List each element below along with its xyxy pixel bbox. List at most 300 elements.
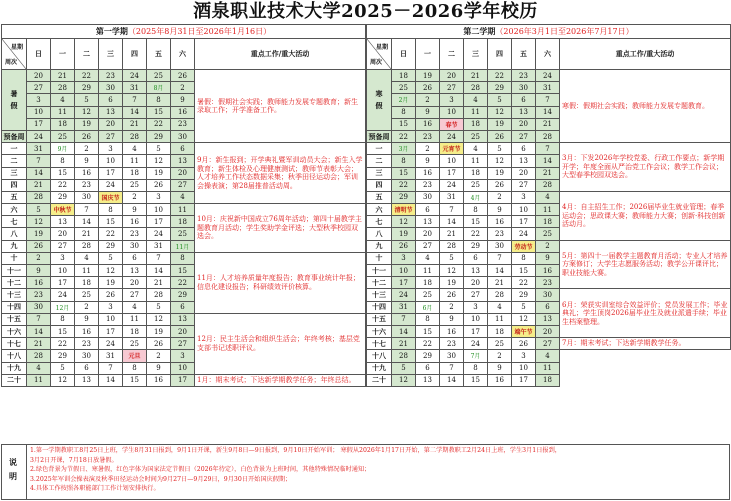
day-cell: 18: [536, 374, 560, 386]
day-cell: 9: [440, 313, 464, 325]
day-cell: 11: [123, 313, 147, 325]
day-cell: 28: [488, 289, 512, 301]
day-cell: 19: [75, 118, 99, 130]
day-cell: 22: [99, 228, 123, 240]
day-cell: 22: [51, 179, 75, 191]
day-cell: 16: [75, 167, 99, 179]
day-cell: 28: [27, 191, 51, 203]
day-cell: 31: [147, 240, 171, 252]
week-label: 十二: [2, 277, 27, 289]
day-cell: 24: [392, 289, 416, 301]
day-cell: 8: [51, 313, 75, 325]
day-cell: 12: [75, 106, 99, 118]
day-cell: 21: [392, 338, 416, 350]
day-cell: 3: [392, 252, 416, 264]
day-cell: 27: [512, 130, 536, 142]
day-cell: 27: [464, 289, 488, 301]
day-cell: 19: [147, 167, 171, 179]
day-cell: 9: [75, 313, 99, 325]
weekday-header: 日: [392, 39, 416, 70]
day-cell: 5: [75, 94, 99, 106]
day-cell: 8: [51, 155, 75, 167]
day-cell: 13: [416, 374, 440, 386]
day-cell: 6月: [416, 301, 440, 313]
day-cell: 9: [416, 106, 440, 118]
day-cell: 24: [123, 70, 147, 82]
day-cell: 16: [416, 118, 440, 130]
day-cell: 6: [416, 204, 440, 216]
day-cell: 23: [416, 179, 440, 191]
day-cell: 15: [416, 325, 440, 337]
semester-range: （2025年8月31日至2026年1月16日）: [127, 27, 272, 36]
day-cell: 16: [536, 265, 560, 277]
day-cell: 29: [171, 289, 195, 301]
day-cell: 4: [123, 143, 147, 155]
weekday-header: 一: [416, 39, 440, 70]
day-cell: 16: [440, 325, 464, 337]
weekday-header: 四: [123, 39, 147, 70]
day-cell: 3: [27, 94, 51, 106]
week-label: 十二: [367, 277, 392, 289]
week-label: 十七: [367, 338, 392, 350]
week-label: 十八: [2, 350, 27, 362]
day-cell: 17: [27, 118, 51, 130]
day-cell: 26: [171, 70, 195, 82]
day-cell: 3月: [392, 143, 416, 155]
day-cell: 11: [75, 265, 99, 277]
day-cell: 20: [99, 118, 123, 130]
day-cell: 18: [392, 70, 416, 82]
day-cell: 28: [440, 240, 464, 252]
semester-header: [2, 25, 366, 39]
day-cell: 18: [536, 216, 560, 228]
day-cell: 13: [512, 106, 536, 118]
day-cell: 6: [123, 252, 147, 264]
day-cell: 20: [464, 277, 488, 289]
day-cell: 4: [51, 94, 75, 106]
vacation-label: 寒 假: [367, 70, 392, 131]
day-cell: 10: [99, 313, 123, 325]
day-cell: 25: [171, 228, 195, 240]
day-cell: 8: [99, 204, 123, 216]
week-label: 一: [2, 143, 27, 155]
day-cell: 11: [27, 374, 51, 386]
day-cell: 30: [27, 301, 51, 313]
day-cell: 19: [416, 70, 440, 82]
day-cell: 13: [171, 155, 195, 167]
day-cell: 5: [392, 362, 416, 374]
day-cell: 10: [512, 204, 536, 216]
semester-header-row: [2, 25, 366, 39]
week-label: 六: [367, 204, 392, 216]
day-cell: 11: [171, 204, 195, 216]
day-cell: 23: [440, 338, 464, 350]
day-cell: 11: [536, 362, 560, 374]
day-cell: 24: [99, 179, 123, 191]
day-cell: 26: [488, 179, 512, 191]
day-cell: 2: [488, 350, 512, 362]
day-cell: 27: [440, 82, 464, 94]
day-cell: 18: [416, 277, 440, 289]
day-cell: 9: [147, 362, 171, 374]
day-cell: 7月: [464, 350, 488, 362]
note-item: 1.第一学期教职工8月25日上班，学生8月31日报到，9月1日开课，新生9月8日—9日报到，9月10日开始军训； 寒假从2026年1月17日开始，第二学期教职工2月24日上班，学生3月1日报到，: [30, 447, 561, 454]
day-cell: 11: [464, 155, 488, 167]
week-label: 十三: [2, 289, 27, 301]
day-cell: 18: [488, 325, 512, 337]
day-cell: 21: [123, 118, 147, 130]
day-cell: 20: [512, 167, 536, 179]
day-cell: 15: [147, 106, 171, 118]
day-cell: 14: [392, 325, 416, 337]
day-cell: 25: [75, 289, 99, 301]
day-cell: 11: [536, 204, 560, 216]
day-cell: 20: [171, 167, 195, 179]
weekday-header: 二: [75, 39, 99, 70]
day-cell: 22: [464, 228, 488, 240]
work-note: 6月：荣获实训室综合效益评价；党员发展工作；毕业典礼；学生顶岗2026届毕业生及就业派遣手续；毕业生档案整理。: [560, 289, 731, 338]
day-cell: 25: [536, 228, 560, 240]
day-cell: 2: [488, 191, 512, 203]
day-cell: 30: [488, 240, 512, 252]
day-cell: 4: [27, 362, 51, 374]
day-cell: 13: [51, 216, 75, 228]
day-cell: 12: [488, 106, 512, 118]
week-label: 十八: [367, 350, 392, 362]
day-cell: 18: [123, 325, 147, 337]
day-cell: 5: [51, 362, 75, 374]
day-cell: 12: [147, 155, 171, 167]
day-cell: 27: [99, 130, 123, 142]
semester-name: 第二学期: [463, 26, 496, 36]
day-cell: 8: [147, 94, 171, 106]
calendar-row: [367, 374, 731, 386]
day-cell: 22: [51, 338, 75, 350]
day-cell: 15: [392, 167, 416, 179]
day-cell: 15: [512, 265, 536, 277]
day-cell: 21: [440, 228, 464, 240]
corner-weekday-label: 星期: [10, 44, 23, 51]
prep-week-label: 预备周: [367, 130, 392, 142]
day-cell: 30: [123, 240, 147, 252]
day-cell: 20: [123, 277, 147, 289]
day-cell: 6: [416, 362, 440, 374]
day-cell: 2: [75, 143, 99, 155]
day-cell: 21: [147, 277, 171, 289]
day-cell: 15: [464, 374, 488, 386]
week-label: 二十: [2, 374, 27, 386]
day-cell: 28: [464, 82, 488, 94]
day-cell: 10: [440, 155, 464, 167]
day-cell: 中秋节: [51, 204, 75, 216]
calendar-row: [2, 313, 366, 325]
week-label: 八: [2, 228, 27, 240]
day-cell: 29: [51, 191, 75, 203]
day-cell: 12月: [51, 301, 75, 313]
day-cell: 10: [99, 155, 123, 167]
day-cell: 25: [464, 179, 488, 191]
corner-cell: [2, 39, 27, 70]
day-cell: 16: [27, 277, 51, 289]
day-cell: 6: [536, 301, 560, 313]
calendar-row: [2, 204, 366, 216]
day-cell: 27: [512, 179, 536, 191]
weekday-header: 四: [488, 39, 512, 70]
week-label: 二: [367, 155, 392, 167]
week-label: 三: [367, 167, 392, 179]
day-cell: 6: [75, 362, 99, 374]
day-cell: 21: [27, 179, 51, 191]
day-cell: 29: [416, 350, 440, 362]
day-cell: 6: [512, 143, 536, 155]
day-cell: 15: [51, 167, 75, 179]
day-cell: 20: [416, 228, 440, 240]
day-cell: 13: [171, 313, 195, 325]
week-label: 二: [2, 155, 27, 167]
day-cell: 8: [171, 252, 195, 264]
day-cell: 28: [51, 82, 75, 94]
day-cell: 10: [512, 362, 536, 374]
day-cell: 10: [171, 362, 195, 374]
day-cell: 22: [488, 70, 512, 82]
day-cell: 12: [27, 216, 51, 228]
day-cell: 17: [512, 374, 536, 386]
weekday-header: 三: [464, 39, 488, 70]
day-cell: 2: [123, 191, 147, 203]
day-cell: 18: [123, 167, 147, 179]
week-label: 十六: [2, 325, 27, 337]
day-cell: 23: [123, 228, 147, 240]
day-cell: 24: [440, 179, 464, 191]
day-cell: 25: [147, 70, 171, 82]
work-note: 暑假：假期社会实践；教师能力发展专题教育；新生录取工作；开学准备工作。: [195, 70, 366, 143]
day-cell: 22: [171, 277, 195, 289]
day-cell: 3: [440, 94, 464, 106]
day-cell: 3: [99, 301, 123, 313]
day-cell: 4月: [464, 191, 488, 203]
day-cell: 10: [27, 106, 51, 118]
day-cell: 13: [75, 374, 99, 386]
day-cell: 14: [27, 167, 51, 179]
day-cell: 9月: [51, 143, 75, 155]
day-cell: 20: [27, 70, 51, 82]
day-cell: 28: [147, 289, 171, 301]
day-cell: 6: [171, 143, 195, 155]
day-cell: 30: [416, 191, 440, 203]
day-cell: 12: [512, 313, 536, 325]
day-cell: 29: [51, 350, 75, 362]
day-cell: 29: [512, 289, 536, 301]
day-cell: 27: [171, 179, 195, 191]
day-cell: 14: [440, 374, 464, 386]
day-cell: 16: [123, 216, 147, 228]
day-cell: 20: [171, 325, 195, 337]
day-cell: 14: [147, 265, 171, 277]
day-cell: 26: [75, 130, 99, 142]
day-cell: 31: [123, 82, 147, 94]
work-note: 3月：下发2026年学校党委、行政工作要点；新学期开学；年度全面从严治党工作会议；教学工作会议；大型春季校园双选会。: [560, 143, 731, 192]
day-cell: 7: [392, 313, 416, 325]
day-cell: 29: [147, 130, 171, 142]
day-cell: 7: [99, 362, 123, 374]
day-cell: 23: [75, 179, 99, 191]
day-cell: 17: [99, 167, 123, 179]
day-cell: 8: [416, 313, 440, 325]
day-cell: 10: [51, 265, 75, 277]
day-cell: 5: [99, 252, 123, 264]
day-cell: 10: [464, 313, 488, 325]
day-cell: 4: [416, 252, 440, 264]
day-cell: 端午节: [512, 325, 536, 337]
day-cell: 27: [27, 82, 51, 94]
day-cell: 9: [171, 94, 195, 106]
day-cell: 7: [27, 313, 51, 325]
day-cell: 26: [147, 179, 171, 191]
day-cell: 5: [440, 252, 464, 264]
day-cell: 26: [488, 130, 512, 142]
day-cell: 14: [27, 325, 51, 337]
week-label: 二十: [367, 374, 392, 386]
day-cell: 9: [75, 155, 99, 167]
day-cell: 3: [512, 191, 536, 203]
week-label: 十: [367, 252, 392, 264]
day-cell: 11月: [171, 240, 195, 252]
weekday-header: 二: [440, 39, 464, 70]
week-label: 三: [2, 167, 27, 179]
week-label: 六: [2, 204, 27, 216]
calendar-row: [2, 70, 366, 82]
day-cell: 26: [512, 338, 536, 350]
day-cell: 28: [75, 240, 99, 252]
day-cell: 19: [392, 228, 416, 240]
week-label: 七: [2, 216, 27, 228]
day-cell: 30: [171, 130, 195, 142]
day-cell: 19: [147, 325, 171, 337]
day-cell: 6: [99, 94, 123, 106]
day-cell: 25: [464, 130, 488, 142]
day-cell: 26: [440, 289, 464, 301]
day-cell: 28: [392, 350, 416, 362]
note-item: 3月2日开课，7月18日放暑假。: [30, 456, 118, 464]
note-item: 2.绿色背景为节假日、寒暑假，红色字体为国家法定节假日（2026年待定），白色背景为上班时间，其他特殊情况临时通知；: [30, 466, 371, 474]
corner-week-label: 周次: [370, 59, 383, 66]
day-cell: 2: [416, 94, 440, 106]
work-header: 重点工作/重大活动: [195, 39, 366, 70]
day-cell: 9: [536, 252, 560, 264]
day-cell: 14: [99, 374, 123, 386]
day-cell: 25: [392, 82, 416, 94]
day-cell: 6: [171, 301, 195, 313]
day-cell: 15: [464, 216, 488, 228]
week-label: 十一: [367, 265, 392, 277]
day-cell: 13: [512, 155, 536, 167]
work-note: 10月：庆祝新中国成立76周年活动；第四十届教学主题教育月活动；学生奖助学金评选；大型秋季校园双选会。: [195, 204, 366, 253]
notes-section: [1, 444, 730, 500]
day-cell: 15: [51, 325, 75, 337]
day-cell: 7: [536, 94, 560, 106]
day-cell: 29: [392, 191, 416, 203]
week-label: 九: [2, 240, 27, 252]
semester-name: 第一学期: [95, 26, 128, 36]
week-label: 九: [367, 240, 392, 252]
day-cell: 14: [123, 106, 147, 118]
day-cell: 24: [464, 338, 488, 350]
week-label: 十九: [367, 362, 392, 374]
day-cell: 17: [99, 325, 123, 337]
day-cell: 17: [512, 216, 536, 228]
day-cell: 9: [416, 155, 440, 167]
day-cell: 31: [440, 191, 464, 203]
day-cell: 30: [440, 350, 464, 362]
day-cell: 22: [416, 338, 440, 350]
day-cell: 23: [75, 338, 99, 350]
day-cell: 26: [147, 338, 171, 350]
day-cell: 16: [147, 374, 171, 386]
day-cell: 4: [75, 252, 99, 264]
calendar-row: [367, 362, 731, 374]
day-cell: 7: [488, 252, 512, 264]
day-cell: 11: [51, 106, 75, 118]
week-label: 四: [2, 179, 27, 191]
day-cell: 8: [464, 362, 488, 374]
day-cell: 4: [488, 301, 512, 313]
week-label: 十三: [367, 289, 392, 301]
column-header-row: [367, 39, 731, 70]
work-note: 12月：民主生活会和组织生活会；年终考核；基层党支部书记述职评议。: [195, 313, 366, 374]
day-cell: 22: [75, 70, 99, 82]
day-cell: 23: [27, 289, 51, 301]
page-title: 酒泉职业技术大学2025－2026学年校历: [193, 1, 538, 22]
day-cell: 27: [123, 289, 147, 301]
day-cell: 19: [27, 228, 51, 240]
day-cell: 31: [392, 301, 416, 313]
day-cell: 20: [512, 118, 536, 130]
day-cell: 31: [27, 143, 51, 155]
day-cell: 3: [99, 143, 123, 155]
week-label: 十一: [2, 265, 27, 277]
day-cell: 20: [440, 70, 464, 82]
calendar-row: [367, 338, 731, 350]
day-cell: 4: [171, 191, 195, 203]
day-cell: 17: [171, 374, 195, 386]
calendar-row: [2, 374, 366, 386]
day-cell: 24: [27, 130, 51, 142]
weekday-header: 六: [536, 39, 560, 70]
day-cell: 30: [512, 82, 536, 94]
day-cell: 15: [99, 216, 123, 228]
day-cell: 6: [464, 252, 488, 264]
day-cell: 14: [536, 106, 560, 118]
vacation-label: 暑 假: [2, 70, 27, 131]
calendar-row: [367, 143, 731, 155]
day-cell: 14: [440, 216, 464, 228]
day-cell: 24: [440, 130, 464, 142]
column-header-row: [2, 39, 366, 70]
calendar-row: [367, 289, 731, 301]
day-cell: 23: [99, 70, 123, 82]
day-cell: 7: [75, 204, 99, 216]
day-cell: 23: [416, 130, 440, 142]
day-cell: 7: [27, 155, 51, 167]
day-cell: 9: [123, 204, 147, 216]
day-cell: 18: [75, 277, 99, 289]
day-cell: 25: [416, 289, 440, 301]
day-cell: 12: [99, 265, 123, 277]
day-cell: 21: [464, 70, 488, 82]
week-label: 十七: [2, 338, 27, 350]
notes-list: [27, 445, 729, 499]
day-cell: 5: [512, 301, 536, 313]
